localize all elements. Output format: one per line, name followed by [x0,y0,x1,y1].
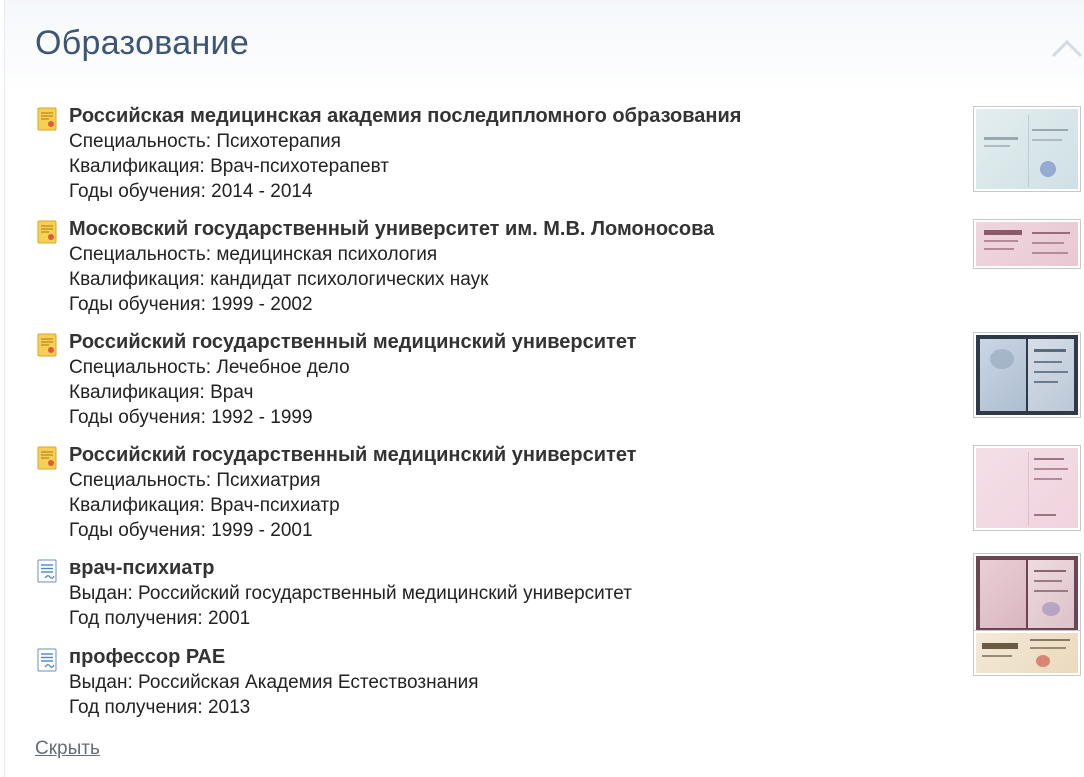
document-image [976,335,1078,415]
education-panel [4,0,1084,777]
years-label: Годы обучения: [69,294,212,315]
education-list [5,100,1084,730]
specialty-line [69,468,636,493]
document-thumbnail[interactable] [973,106,1081,192]
year-received-label: Год получения: [69,697,208,718]
specialty-label: Специальность: [69,470,217,491]
document-thumbnail[interactable] [973,553,1081,635]
education-item [5,213,1084,326]
document-image [976,222,1078,266]
certificate-item [5,641,1084,730]
specialty-value: Лечебное дело [216,357,350,378]
qualification-label: Квалификация: [69,269,211,290]
qualification-line [69,267,714,292]
year-received-line [69,695,479,720]
issued-by-label: Выдан: [69,672,139,693]
qualification-line [69,154,741,179]
document-image [976,109,1078,189]
issued-by-value: Российский государственный медицинский университет [138,583,632,604]
certificate-title: профессор РАЕ [69,646,226,668]
qualification-label: Квалификация: [69,156,211,177]
qualification-value: Врач-психиатр [210,495,340,516]
section-header [5,0,1084,92]
specialty-label: Специальность: [69,357,217,378]
education-item [5,439,1084,552]
institution-name: Российский государственный медицинский университет [69,444,637,466]
certificate-item [5,552,1084,641]
specialty-value: Психиатрия [216,470,321,491]
years-value: 2014 - 2014 [211,181,313,202]
issued-by-line [69,670,479,695]
institution-name: Российская медицинская академия последипломного образования [69,105,742,127]
year-received-label: Год получения: [69,608,208,629]
years-value: 1999 - 2002 [211,294,313,315]
document-thumbnail[interactable] [973,332,1081,418]
specialty-label: Специальность: [69,244,217,265]
specialty-line [69,242,714,267]
education-item [5,326,1084,439]
year-received-value: 2001 [207,608,251,629]
hide-link[interactable]: Скрыть [35,738,100,759]
certificate-icon [37,648,57,672]
chevron-up-icon [1049,36,1084,60]
certificate-title: врач-психиатр [69,557,215,579]
document-image [976,633,1078,673]
specialty-line [69,355,636,380]
years-label: Годы обучения: [69,181,212,202]
years-line [69,405,636,430]
issued-by-value: Российская Академия Естествознания [138,672,479,693]
document-thumbnail[interactable] [973,219,1081,269]
qualification-value: кандидат психологических наук [210,269,489,290]
years-line [69,179,741,204]
years-line [69,518,636,543]
certificate-icon [37,559,57,583]
collapse-button[interactable] [1049,36,1084,60]
institution-name: Российский государственный медицинский университет [69,331,637,353]
issued-by-label: Выдан: [69,583,139,604]
years-line [69,292,714,317]
specialty-value: Психотерапия [216,131,341,152]
document-image [976,448,1078,528]
specialty-line [69,129,741,154]
years-label: Годы обучения: [69,407,212,428]
specialty-label: Специальность: [69,131,217,152]
diploma-icon [37,333,57,357]
specialty-value: медицинская психология [216,244,438,265]
qualification-line [69,493,636,518]
qualification-line [69,380,636,405]
document-image [976,556,1078,632]
qualification-value: Врач-психотерапевт [210,156,389,177]
diploma-icon [37,220,57,244]
diploma-icon [37,446,57,470]
issued-by-line [69,581,632,606]
diploma-icon [37,107,57,131]
year-received-value: 2013 [207,697,251,718]
qualification-value: Врач [210,382,254,403]
qualification-label: Квалификация: [69,382,211,403]
years-label: Годы обучения: [69,520,212,541]
years-value: 1999 - 2001 [211,520,313,541]
section-title: Образование [35,24,250,62]
document-thumbnail[interactable] [973,630,1081,676]
document-thumbnail[interactable] [973,445,1081,531]
institution-name: Московский государственный университет им. М.В. Ломоносова [69,218,715,240]
education-item [5,100,1084,213]
qualification-label: Квалификация: [69,495,211,516]
year-received-line [69,606,632,631]
years-value: 1992 - 1999 [211,407,313,428]
